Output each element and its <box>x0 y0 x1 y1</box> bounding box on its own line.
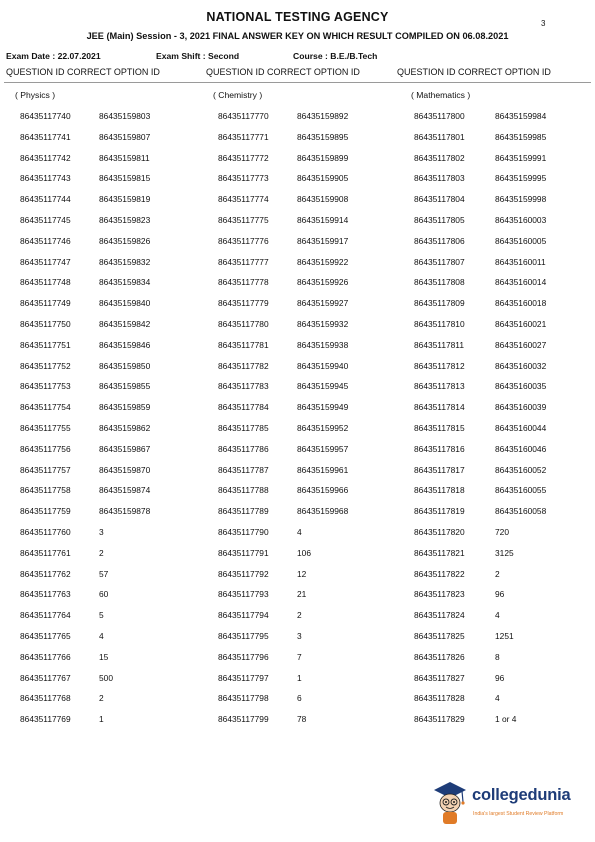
question-id: 86435117754 <box>20 402 71 413</box>
correct-option-id: 86435159892 <box>297 111 349 121</box>
question-id: 86435117752 <box>20 360 71 371</box>
question-id: 86435117773 <box>218 173 269 184</box>
question-id: 86435117811 <box>414 339 464 350</box>
logo-tagline: India's largest Student Review Platform <box>473 811 564 817</box>
subject-label-chemistry: ( Chemistry ) <box>213 90 263 100</box>
correct-option-id: 2 <box>99 547 104 558</box>
correct-option-id: 86435159850 <box>99 360 151 371</box>
correct-option-id: 4 <box>297 527 302 537</box>
correct-option-id: 1 <box>99 714 104 725</box>
exam-date: Exam Date : 22.07.2021 <box>6 51 101 61</box>
correct-option-id: 86435159995 <box>495 173 547 184</box>
correct-option-id: 86435159840 <box>99 298 151 309</box>
correct-option-id: 86435159949 <box>297 402 349 413</box>
correct-option-id: 86435159823 <box>99 215 151 225</box>
question-id: 86435117767 <box>20 672 71 683</box>
question-id: 86435117756 <box>20 443 71 454</box>
correct-option-id: 86435159870 <box>99 464 151 475</box>
question-id: 86435117764 <box>20 610 71 621</box>
correct-option-id: 78 <box>297 714 307 725</box>
question-id: 86435117795 <box>218 631 269 641</box>
question-id: 86435117778 <box>218 277 269 288</box>
question-id: 86435117801 <box>414 131 465 142</box>
question-id: 86435117820 <box>414 527 465 537</box>
correct-option-id: 86435159984 <box>495 111 547 121</box>
question-id: 86435117759 <box>20 506 71 517</box>
question-id: 86435117827 <box>414 672 465 683</box>
question-id: 86435117806 <box>414 235 465 246</box>
correct-option-id: 1 or 4 <box>495 714 517 725</box>
correct-option-id: 86435159859 <box>99 402 151 413</box>
question-id: 86435117781 <box>218 339 269 350</box>
correct-option-id: 86435159811 <box>99 152 150 163</box>
question-id: 86435117743 <box>20 173 71 184</box>
question-id: 86435117799 <box>218 714 269 725</box>
correct-option-id: 86435159914 <box>297 215 349 225</box>
correct-option-id: 86435159940 <box>297 360 349 371</box>
question-id: 86435117789 <box>218 506 269 517</box>
question-id: 86435117742 <box>20 152 71 163</box>
correct-option-id: 86435159895 <box>297 131 349 142</box>
correct-option-id: 86435160035 <box>495 381 547 392</box>
question-id: 86435117818 <box>414 485 465 496</box>
question-id: 86435117749 <box>20 298 71 309</box>
question-id: 86435117798 <box>218 693 269 704</box>
correct-option-id: 86435159945 <box>297 381 349 392</box>
question-id: 86435117807 <box>414 256 465 267</box>
correct-option-id: 86435159961 <box>297 464 349 475</box>
question-id: 86435117755 <box>20 423 71 433</box>
correct-option-id: 86435159968 <box>297 506 349 517</box>
question-id: 86435117794 <box>218 610 269 621</box>
correct-option-id: 1251 <box>495 631 514 641</box>
question-id: 86435117786 <box>218 443 269 454</box>
question-id: 86435117793 <box>218 589 269 600</box>
question-id: 86435117792 <box>218 568 269 579</box>
correct-option-id: 21 <box>297 589 307 600</box>
correct-option-id: 86435160003 <box>495 215 547 225</box>
question-id: 86435117787 <box>218 464 269 475</box>
correct-option-id: 7 <box>297 651 302 662</box>
question-id: 86435117824 <box>414 610 465 621</box>
question-id: 86435117796 <box>218 651 269 662</box>
correct-option-id: 60 <box>99 589 109 600</box>
question-id: 86435117745 <box>20 215 71 225</box>
correct-option-id: 1 <box>297 672 302 683</box>
correct-option-id: 4 <box>495 610 500 621</box>
question-id: 86435117815 <box>414 423 465 433</box>
subject-label-mathematics: ( Mathematics ) <box>411 90 471 100</box>
question-id: 86435117809 <box>414 298 465 309</box>
correct-option-id: 2 <box>495 568 500 579</box>
question-id: 86435117804 <box>414 194 465 205</box>
correct-option-id: 86435160044 <box>495 423 547 433</box>
correct-option-id: 86435159819 <box>99 194 151 205</box>
course: Course : B.E./B.Tech <box>293 51 378 61</box>
question-id: 86435117829 <box>414 714 465 725</box>
question-id: 86435117782 <box>218 360 269 371</box>
question-id: 86435117747 <box>20 256 71 267</box>
question-id: 86435117769 <box>20 714 71 725</box>
correct-option-id: 86435160052 <box>495 464 547 475</box>
correct-option-id: 86435159932 <box>297 319 349 329</box>
question-id: 86435117825 <box>414 631 465 641</box>
question-id: 86435117790 <box>218 527 269 537</box>
question-id: 86435117776 <box>218 235 269 246</box>
correct-option-id: 86435159926 <box>297 277 349 288</box>
correct-option-id: 5 <box>99 610 104 621</box>
correct-option-id: 86435159991 <box>495 152 547 163</box>
correct-option-id: 86435159908 <box>297 194 349 205</box>
correct-option-id: 86435159938 <box>297 339 349 350</box>
question-id: 86435117817 <box>414 464 465 475</box>
correct-option-id: 86435159927 <box>297 298 349 309</box>
correct-option-id: 86435160005 <box>495 235 547 246</box>
column-header-physics: QUESTION ID CORRECT OPTION ID <box>6 67 160 77</box>
correct-option-id: 6 <box>297 693 302 704</box>
correct-option-id: 86435159826 <box>99 235 151 246</box>
question-id: 86435117819 <box>414 506 465 517</box>
question-id: 86435117751 <box>20 339 71 350</box>
subject-label-physics: ( Physics ) <box>15 90 56 100</box>
question-id: 86435117812 <box>414 360 465 371</box>
correct-option-id: 86435159862 <box>99 423 151 433</box>
correct-option-id: 86435159867 <box>99 443 151 454</box>
correct-option-id: 86435160021 <box>495 319 547 329</box>
question-id: 86435117777 <box>218 256 269 267</box>
column-header-mathematics: QUESTION ID CORRECT OPTION ID <box>397 67 551 77</box>
question-id: 86435117803 <box>414 173 465 184</box>
correct-option-id: 15 <box>99 651 109 662</box>
correct-option-id: 3125 <box>495 547 514 558</box>
question-id: 86435117740 <box>20 111 71 121</box>
question-id: 86435117826 <box>414 651 465 662</box>
correct-option-id: 86435160018 <box>495 298 547 309</box>
correct-option-id: 86435159917 <box>297 235 349 246</box>
question-id: 86435117785 <box>218 423 269 433</box>
correct-option-id: 86435159855 <box>99 381 151 392</box>
question-id: 86435117797 <box>218 672 269 683</box>
question-id: 86435117775 <box>218 215 269 225</box>
exam-shift: Exam Shift : Second <box>156 51 240 61</box>
correct-option-id: 86435160014 <box>495 277 547 288</box>
question-id: 86435117771 <box>218 131 269 142</box>
correct-option-id: 86435159922 <box>297 256 349 267</box>
correct-option-id: 4 <box>495 693 500 704</box>
correct-option-id: 3 <box>99 527 104 537</box>
question-id: 86435117810 <box>414 319 465 329</box>
question-id: 86435117816 <box>414 443 465 454</box>
correct-option-id: 86435159998 <box>495 194 547 205</box>
logo-wordmark: collegedunia <box>472 786 571 804</box>
correct-option-id: 86435159815 <box>99 173 151 184</box>
correct-option-id: 8 <box>495 651 500 662</box>
correct-option-id: 96 <box>495 589 505 600</box>
correct-option-id: 86435159874 <box>99 485 151 496</box>
question-id: 86435117802 <box>414 152 465 163</box>
question-id: 86435117746 <box>20 235 71 246</box>
question-id: 86435117788 <box>218 485 269 496</box>
correct-option-id: 4 <box>99 631 104 641</box>
question-id: 86435117741 <box>20 131 71 142</box>
question-id: 86435117821 <box>414 547 465 558</box>
correct-option-id: 12 <box>297 568 307 579</box>
page-number: 3 <box>541 19 546 28</box>
question-id: 86435117748 <box>20 277 71 288</box>
correct-option-id: 86435160011 <box>495 256 546 267</box>
correct-option-id: 86435160039 <box>495 402 547 413</box>
correct-option-id: 86435159966 <box>297 485 349 496</box>
answer-key-subtitle: JEE (Main) Session - 3, 2021 FINAL ANSWER KEY ON WHICH RESULT COMPILED ON 06.08.2021 <box>86 31 509 41</box>
question-id: 86435117808 <box>414 277 465 288</box>
correct-option-id: 86435159905 <box>297 173 349 184</box>
question-id: 86435117761 <box>20 547 71 558</box>
question-id: 86435117823 <box>414 589 465 600</box>
correct-option-id: 86435159957 <box>297 443 349 454</box>
question-id: 86435117772 <box>218 152 269 163</box>
correct-option-id: 86435159899 <box>297 152 349 163</box>
question-id: 86435117780 <box>218 319 269 329</box>
agency-title: NATIONAL TESTING AGENCY <box>206 10 389 24</box>
question-id: 86435117814 <box>414 402 465 413</box>
question-id: 86435117800 <box>414 111 465 121</box>
question-id: 86435117791 <box>218 547 269 558</box>
question-id: 86435117753 <box>20 381 71 392</box>
correct-option-id: 2 <box>99 693 104 704</box>
question-id: 86435117774 <box>218 194 269 205</box>
question-id: 86435117744 <box>20 194 71 205</box>
question-id: 86435117784 <box>218 402 269 413</box>
correct-option-id: 86435159834 <box>99 277 151 288</box>
column-header-chemistry: QUESTION ID CORRECT OPTION ID <box>206 67 360 77</box>
question-id: 86435117770 <box>218 111 269 121</box>
correct-option-id: 86435159803 <box>99 111 151 121</box>
correct-option-id: 86435159952 <box>297 423 349 433</box>
correct-option-id: 86435160058 <box>495 506 547 517</box>
correct-option-id: 57 <box>99 568 109 579</box>
question-id: 86435117765 <box>20 631 71 641</box>
mascot-icon <box>428 776 472 828</box>
correct-option-id: 96 <box>495 672 505 683</box>
question-id: 86435117766 <box>20 651 71 662</box>
correct-option-id: 86435159832 <box>99 256 151 267</box>
question-id: 86435117828 <box>414 693 465 704</box>
question-id: 86435117750 <box>20 319 71 329</box>
correct-option-id: 106 <box>297 547 311 558</box>
question-id: 86435117783 <box>218 381 269 392</box>
correct-option-id: 86435159807 <box>99 131 151 142</box>
question-id: 86435117763 <box>20 589 71 600</box>
correct-option-id: 86435160027 <box>495 339 547 350</box>
correct-option-id: 2 <box>297 610 302 621</box>
correct-option-id: 86435160032 <box>495 360 547 371</box>
correct-option-id: 86435159846 <box>99 339 151 350</box>
question-id: 86435117768 <box>20 693 71 704</box>
question-id: 86435117813 <box>414 381 465 392</box>
question-id: 86435117760 <box>20 527 71 537</box>
question-id: 86435117762 <box>20 568 71 579</box>
correct-option-id: 86435160046 <box>495 443 547 454</box>
header-rule <box>4 82 591 83</box>
question-id: 86435117779 <box>218 298 269 309</box>
question-id: 86435117757 <box>20 464 71 475</box>
question-id: 86435117822 <box>414 568 465 579</box>
correct-option-id: 86435159878 <box>99 506 151 517</box>
collegedunia-logo <box>428 776 588 830</box>
correct-option-id: 86435159842 <box>99 319 151 329</box>
question-id: 86435117805 <box>414 215 465 225</box>
correct-option-id: 86435160055 <box>495 485 547 496</box>
question-id: 86435117758 <box>20 485 71 496</box>
correct-option-id: 3 <box>297 631 302 641</box>
correct-option-id: 86435159985 <box>495 131 547 142</box>
correct-option-id: 500 <box>99 672 113 683</box>
correct-option-id: 720 <box>495 527 509 537</box>
